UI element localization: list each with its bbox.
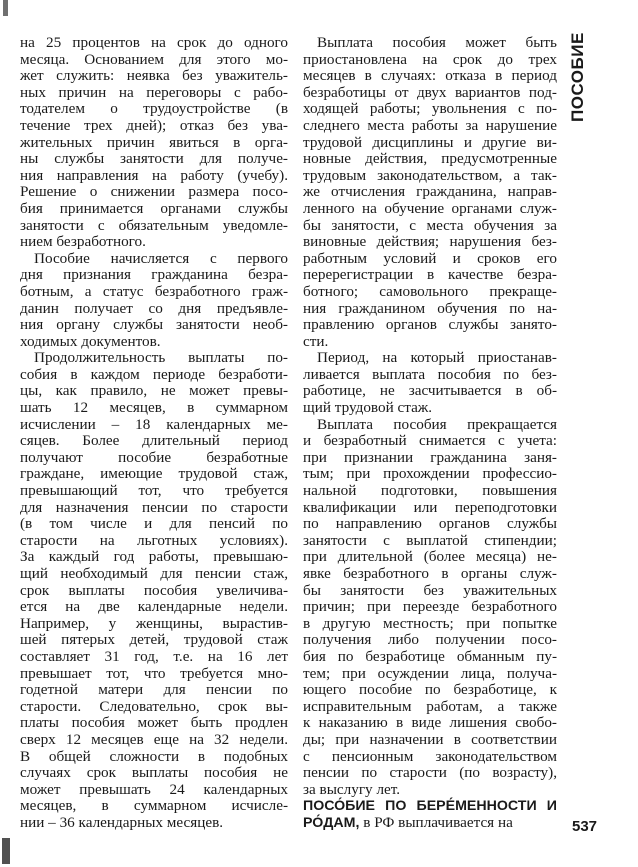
text-line: бы занятости без уважительных	[303, 581, 557, 599]
text-line: Пособие начисляется с первого	[34, 249, 288, 267]
text-line: шей пятерых детей, трудовой стаж	[20, 631, 288, 649]
text-line: ды; при назначении в соответствии	[303, 730, 557, 748]
text-line: причин; при переезде безработного	[303, 598, 557, 616]
text-line: работице, не засчитывается в об-	[303, 382, 557, 400]
text-line: составляет 31 год, т.е. на 16 лет	[20, 647, 288, 665]
text-line: тодателем о трудоустройстве (в	[20, 100, 288, 118]
text-line: перерегистрации в качестве безра-	[303, 266, 557, 284]
text-line: платы пособия может быть продлен	[20, 714, 288, 732]
text-line: на 25 процентов на срок до одного	[20, 34, 288, 51]
text-line: к наказанию в виде лишения свобо-	[303, 714, 557, 732]
text-line: тем; при осуждении лица, получа-	[303, 664, 557, 682]
text-line: бия по безработице обманным пу-	[303, 647, 557, 665]
text-line: по направлению органов службы	[303, 515, 557, 533]
text-line: же отчисления гражданина, направ-	[303, 183, 557, 201]
page-number: 537	[572, 818, 598, 835]
text-line: месяца. Основанием для этого мо-	[20, 50, 288, 68]
text-line: За каждый год работы, превышаю-	[20, 548, 288, 566]
paragraph	[20, 251, 288, 351]
text-line: может превышать 24 календарных	[20, 780, 288, 798]
text-line: явке безработного в органы служ-	[303, 565, 557, 582]
text-line: следнего места работы за нарушение	[303, 116, 557, 134]
text-line: превышает тот, что требуется мно-	[20, 664, 288, 682]
text-line: бы занятости, с места обучения за	[303, 216, 557, 234]
text-line: шать 12 месяцев, в суммарном	[20, 399, 288, 417]
text-line: ботным, а статус безработного граж-	[20, 282, 288, 300]
text-line: (в том числе и для пенсий по	[20, 515, 288, 533]
dictionary-entry	[303, 798, 557, 831]
paragraph	[20, 350, 288, 831]
left-column	[20, 35, 288, 832]
text-line: новные действия, предусмотренные	[303, 150, 557, 168]
text-line: при длительной (более месяца) не-	[303, 548, 557, 566]
text-line: щий трудовой стаж.	[303, 399, 433, 417]
text-line: сяцев. Более длительный период	[20, 432, 288, 450]
text-line: нием безработного.	[20, 233, 146, 251]
text-line: месяцев в случаях: отказа в период	[303, 67, 557, 85]
text-line: пенсии по старости (по возрасту),	[303, 764, 557, 782]
text-line: Выплата пособия прекращается	[317, 415, 557, 433]
text-line: годетной матери для пенсии по	[20, 681, 288, 699]
text-line: бия принимается органами службы	[20, 199, 288, 217]
text-line: ется на две календарные недели.	[20, 598, 288, 616]
text-line: получают пособие безработные	[20, 448, 288, 466]
text-line: ющего пособие по безработице, к	[303, 681, 557, 699]
text-line: месяцев, в суммарном исчисле-	[20, 797, 288, 815]
text-line: случаях срок выплаты пособия не	[20, 764, 288, 782]
text-line: граждане, имеющие трудовой стаж,	[20, 465, 288, 483]
entry-term: РО́ДАМ,	[303, 814, 360, 831]
text-line: ния направления на работу (учебу).	[20, 166, 288, 184]
running-heading: ПОСОБИЕ	[568, 32, 587, 122]
text-line: ных причин на переговоры с рабо-	[20, 83, 288, 101]
text-line: превышающий тот, что требуется	[20, 482, 288, 500]
text-line: приостановлена на срок до трех	[303, 50, 557, 68]
text-line: сверх 12 месяцев еще на 32 недели.	[20, 730, 288, 748]
text-line: Выплата пособия может быть	[317, 34, 557, 51]
text-line: нальной подготовки, повышения	[303, 482, 557, 500]
text-line: трудовым законодательством, а так-	[303, 166, 557, 184]
text-line: тым; при прохождении профессио-	[303, 465, 557, 483]
text-line: жительных причин явиться в орга-	[20, 133, 288, 151]
text-line: для назначения пенсии по старости	[20, 498, 288, 516]
paragraph	[303, 417, 557, 799]
text-line: щий необходимый для пенсии стаж,	[20, 565, 288, 582]
right-column	[303, 35, 557, 832]
text-line: виновные действия; нарушения без-	[303, 233, 557, 251]
text-line: ботного; самовольного прекраще-	[303, 282, 557, 300]
text-line: Решение о снижении размера посо-	[20, 183, 288, 201]
scan-artifact	[3, 0, 8, 16]
text-line: ливается выплата пособия по без-	[303, 365, 557, 383]
text-line: старости на льготных условиях).	[20, 531, 288, 549]
text-line: исправительным работам, а также	[303, 697, 557, 715]
text-line: дня признания гражданина безра-	[20, 266, 288, 284]
text-line: в другую местность; при попытке	[303, 614, 557, 632]
text-line: ходящей работы; увольнения с по-	[303, 100, 557, 118]
text-line: Продолжительность выплаты по-	[34, 349, 288, 367]
text-line: данин получает со дня предъявле-	[20, 299, 288, 317]
text-line: нии – 36 календарных месяцев.	[20, 813, 224, 831]
paragraph	[303, 35, 557, 350]
text-line: ходимых документов.	[20, 332, 161, 350]
text-line: Период, на который приостанав-	[317, 349, 557, 367]
paragraph	[20, 35, 288, 251]
text-line: работным условий и сроков его	[303, 249, 557, 267]
text-line: ния гражданином обучения по на-	[303, 299, 557, 317]
text-line: занятости с обязательным уведомле-	[20, 216, 288, 234]
text-line: занятости с выплатой стипендии;	[303, 531, 557, 549]
text-line: получения либо получении посо-	[303, 631, 557, 649]
text-line: квалификации или переподготовки	[303, 498, 557, 516]
text-line: старости. Следовательно, срок вы-	[20, 697, 288, 715]
text-line: ны службы занятости для получе-	[20, 150, 288, 168]
text-line: собия в каждом периоде безработи-	[20, 365, 288, 383]
text-line: исчислении – 18 календарных ме-	[20, 415, 288, 433]
text-line: трудовой дисциплины и другие ви-	[303, 133, 557, 151]
text-line: правлению органов службы занято-	[303, 316, 557, 334]
text-line: сти.	[303, 332, 329, 350]
text-line: ния органу службы занятости необ-	[20, 316, 288, 334]
text-line: течение трех дней); отказ без ува-	[20, 116, 288, 134]
text-line: безработицы от двух вариантов под-	[303, 83, 557, 101]
text-line: и безработный снимается с учета:	[303, 432, 557, 450]
text-line: ленного на обучение органами служ-	[303, 199, 557, 217]
paragraph	[303, 350, 557, 416]
text-line: жет служить: неявка без уважитель-	[20, 67, 288, 85]
entry-term: ПОСО́БИЕ ПО БЕРЕ́МЕННОСТИ И	[303, 798, 557, 815]
text-line: В общей сложности в подобных	[20, 747, 288, 765]
text-line: Например, у женщины, вырастив-	[20, 614, 288, 632]
text-line: при признании гражданина заня-	[303, 448, 557, 466]
text-line: за выслугу лет.	[303, 780, 401, 798]
text-line: срок выплаты пособия увеличива-	[20, 581, 288, 599]
text-line: цы, как правило, не может превы-	[20, 382, 288, 400]
text-line: с пенсионным законодательством	[303, 747, 557, 765]
entry-text: в РФ выплачивается на	[363, 813, 513, 831]
scan-artifact	[2, 838, 10, 864]
